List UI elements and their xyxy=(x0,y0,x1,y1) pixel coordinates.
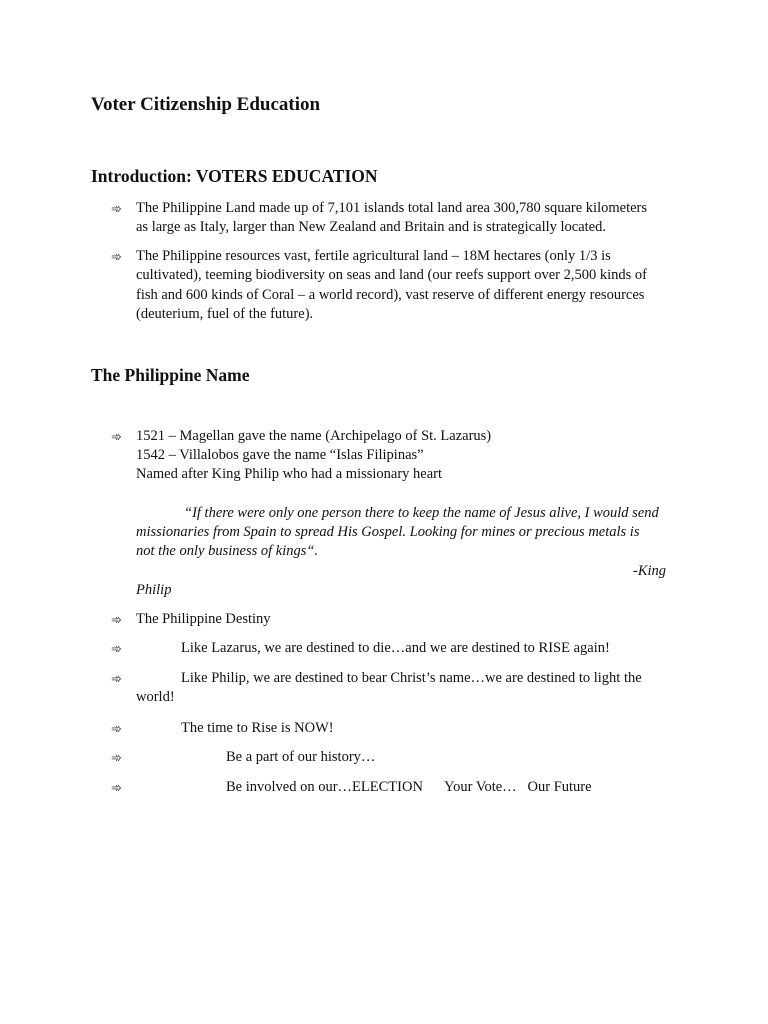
destiny-heading: The Philippine Destiny xyxy=(136,611,271,627)
rise-line: The time to Rise is NOW! xyxy=(181,720,334,736)
involved-line: Be involved on our…ELECTION Your Vote… Our Future xyxy=(226,779,592,795)
pointing-hand-icon: ➾ xyxy=(111,750,122,765)
intro-bullet1-line1: The Philippine Land made up of 7,101 islands total land area 300,780 square kilometers xyxy=(136,200,648,216)
pointing-hand-icon: ➾ xyxy=(111,721,122,736)
pointing-hand-icon: ➾ xyxy=(111,780,122,795)
quote-line1: “If there were only one person there to keep the name of Jesus alive, I would send xyxy=(184,505,659,521)
pointing-hand-icon: ➾ xyxy=(111,249,122,264)
intro-bullet2-line3: fish and 600 kinds of Coral – a world record), vast reserve of different energy resources xyxy=(136,287,645,303)
document-title: Voter Citizenship Education xyxy=(91,94,321,115)
name-section-heading: The Philippine Name xyxy=(91,365,250,385)
intro-bullet1-line2: as large as Italy, larger than New Zealand and Britain and is strategically located. xyxy=(136,219,606,235)
history-line2: 1542 – Villalobos gave the name “Islas Filipinas” xyxy=(136,447,424,463)
intro-bullet2-line2: cultivated), teeming biodiversity on seas and land (our reefs support over 2,500 kinds of xyxy=(136,267,648,283)
pointing-hand-icon: ➾ xyxy=(111,671,122,686)
pointing-hand-icon: ➾ xyxy=(111,201,122,216)
quote-line2: missionaries from Spain to spread His Gospel. Looking for mines or precious metals is xyxy=(136,524,640,540)
intro-bullet2-line4: (deuterium, fuel of the future). xyxy=(136,306,314,322)
quote-attribution-name: Philip xyxy=(136,582,172,598)
philip-line1: Like Philip, we are destined to bear Christ’s name…we are destined to light the xyxy=(181,670,642,686)
intro-heading: Introduction: VOTERS EDUCATION xyxy=(91,166,378,186)
pointing-hand-icon: ➾ xyxy=(111,612,122,627)
intro-bullet2-line1: The Philippine resources vast, fertile agricultural land – 18M hectares (only 1/3 is xyxy=(136,248,611,264)
history-line3: Named after King Philip who had a missionary heart xyxy=(136,466,443,482)
history-line1: 1521 – Magellan gave the name (Archipelago of St. Lazarus) xyxy=(136,428,492,444)
history-part-line: Be a part of our history… xyxy=(226,749,376,765)
lazarus-line: Like Lazarus, we are destined to die…and we are destined to RISE again! xyxy=(181,640,610,656)
pointing-hand-icon: ➾ xyxy=(111,429,122,444)
pointing-hand-icon: ➾ xyxy=(111,641,122,656)
philip-line2: world! xyxy=(136,689,175,705)
quote-attribution: -King xyxy=(633,563,667,579)
quote-line3: not the only business of kings“. xyxy=(136,543,319,559)
